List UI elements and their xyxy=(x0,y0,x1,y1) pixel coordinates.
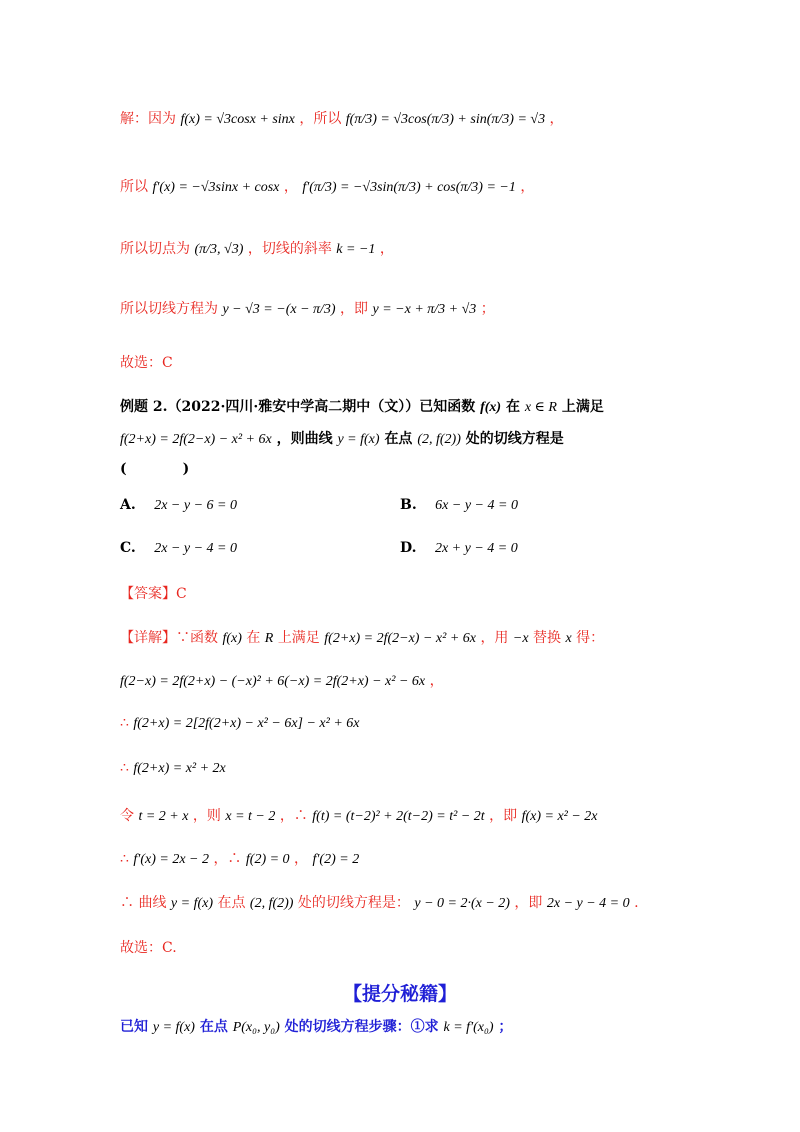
math-expression: f(x) = x² − 2x xyxy=(521,809,598,824)
text: ，则 xyxy=(192,808,221,824)
math-expression: x ∈ R xyxy=(524,400,557,415)
math-expression: f(2+x) = 2f(2−x) − x² + 6x xyxy=(120,432,272,447)
option-b xyxy=(400,497,518,514)
math-expression: y = f(x) xyxy=(170,896,213,911)
math-expression: x = t − 2 xyxy=(225,809,276,824)
option-c xyxy=(120,540,237,557)
detail-line-3 xyxy=(120,715,360,732)
math-expression: f(2+x) = 2[2f(2+x) − x² − 6x] − x² + 6x xyxy=(133,716,360,731)
tips-title: 【提分秘籍】 xyxy=(342,983,457,1005)
option-text: 2x + y − 4 = 0 xyxy=(434,541,518,556)
answer-line: 【答案】C xyxy=(120,586,187,602)
text: ， xyxy=(294,851,309,867)
math-expression: k = f′(x₀) xyxy=(443,1020,494,1035)
math-expression: x xyxy=(565,631,572,646)
math-expression: y = −x + π/3 + √3 xyxy=(372,302,477,317)
math-expression: 2x − y − 4 = 0 xyxy=(546,896,630,911)
math-expression: f(t) = (t−2)² + 2(t−2) = t² − 2t xyxy=(312,809,485,824)
math-expression: f(2) = 0 xyxy=(245,852,290,867)
text: ， xyxy=(549,111,564,127)
text: ，∴ xyxy=(213,851,242,867)
detail-line-6 xyxy=(120,848,359,868)
text: ，即 xyxy=(340,301,369,317)
math-expression: (2, f(2)) xyxy=(417,432,461,447)
option-a xyxy=(120,497,237,514)
math-expression: f′(x) = −√3sinx + cosx xyxy=(152,180,280,195)
solution-line-3 xyxy=(120,238,394,258)
solution-line-2 xyxy=(120,176,534,196)
text: 在点 xyxy=(217,895,246,911)
math-expression: y − 0 = 2·(x − 2) xyxy=(414,896,510,911)
detail-line-2 xyxy=(120,670,444,690)
text: 上满足 xyxy=(561,399,604,415)
text: 上满足 xyxy=(277,630,320,646)
option-label: C. xyxy=(120,540,136,556)
solution-line-4 xyxy=(120,298,495,318)
math-expression: y = f(x) xyxy=(337,432,380,447)
therefore-symbol: ∴ xyxy=(120,715,129,731)
tips-line xyxy=(120,1016,512,1036)
math-expression: (π/3, √3) xyxy=(194,242,244,257)
math-expression: (2, f(2)) xyxy=(249,896,294,911)
math-expression: k = −1 xyxy=(336,242,376,257)
option-text: 6x − y − 4 = 0 xyxy=(435,498,518,513)
text: 在点 xyxy=(384,431,413,447)
option-label: B. xyxy=(400,497,417,513)
detail-answer: 故选：C. xyxy=(120,940,177,956)
math-expression: f(2+x) = x² + 2x xyxy=(133,761,226,776)
math-expression: t = 2 + x xyxy=(138,809,189,824)
detail-line-1 xyxy=(120,627,604,647)
math-expression: f(2+x) = 2f(2−x) − x² + 6x xyxy=(324,631,476,646)
text: ，∴ xyxy=(279,808,308,824)
math-expression: f′(x) = 2x − 2 xyxy=(133,852,209,867)
text: 在 xyxy=(505,399,520,415)
math-expression: f(x) = √3cosx + sinx xyxy=(180,112,295,127)
therefore-symbol: ∴ xyxy=(120,760,129,776)
text: ，切线的斜率 xyxy=(247,241,332,257)
text: . xyxy=(634,895,639,911)
example-2-heading xyxy=(120,396,604,416)
text: ， xyxy=(520,179,535,195)
therefore-symbol: ∴ xyxy=(120,895,134,911)
text: 所以切线方程为 xyxy=(120,301,218,317)
text: ， xyxy=(429,673,444,689)
detail-line-4 xyxy=(120,760,226,777)
text: 得： xyxy=(576,630,605,646)
detail-line-7 xyxy=(120,892,639,912)
solution-line-1 xyxy=(120,108,564,128)
text: 在点 xyxy=(199,1019,228,1035)
text: 处的切线方程步骤：①求 xyxy=(284,1019,439,1035)
therefore-symbol: ∴ xyxy=(120,851,129,867)
math-expression: f′(π/3) = −√3sin(π/3) + cos(π/3) = −1 xyxy=(302,180,516,195)
text: ，用 xyxy=(480,630,509,646)
math-expression: f(x) xyxy=(222,631,242,646)
text: ，即 xyxy=(514,895,543,911)
text: ，所以 xyxy=(299,111,342,127)
text: 【详解】∵函数 xyxy=(120,630,218,646)
math-expression: P(x₀, y₀) xyxy=(232,1020,280,1035)
example-2-line-2 xyxy=(120,428,564,448)
text: ； xyxy=(498,1019,513,1035)
math-expression: f′(2) = 2 xyxy=(312,852,360,867)
math-expression: f(2−x) = 2f(2+x) − (−x)² + 6(−x) = 2f(2+x) − x² − 6x xyxy=(120,674,426,689)
text: ， xyxy=(379,241,394,257)
answer-parentheses: ( ) xyxy=(120,461,190,477)
option-label: D. xyxy=(400,540,417,556)
text: 解：因为 xyxy=(120,111,176,127)
option-label: A. xyxy=(120,497,136,513)
text: ， xyxy=(283,179,298,195)
text: 在 xyxy=(246,630,261,646)
text: 曲线 xyxy=(138,895,167,911)
text: 令 xyxy=(120,808,134,824)
option-d xyxy=(400,540,518,557)
solution-answer: 故选：C xyxy=(120,355,173,371)
math-expression: f(π/3) = √3cos(π/3) + sin(π/3) = √3 xyxy=(345,112,546,127)
text: 例题 2.（2022·四川·雅安中学高二期中（文））已知函数 xyxy=(120,399,476,415)
text: ，则曲线 xyxy=(276,431,333,447)
option-text: 2x − y − 6 = 0 xyxy=(154,498,237,513)
text: ，即 xyxy=(489,808,518,824)
text: 处的切线方程是 xyxy=(465,431,564,447)
math-expression: −x xyxy=(512,631,529,646)
math-expression: f(x) xyxy=(480,400,502,415)
text: 已知 xyxy=(120,1019,148,1035)
text: 处的切线方程是： xyxy=(297,895,410,911)
text: ； xyxy=(480,301,495,317)
text: 替换 xyxy=(533,630,562,646)
text: 所以 xyxy=(120,179,148,195)
option-text: 2x − y − 4 = 0 xyxy=(154,541,238,556)
detail-line-5 xyxy=(120,805,598,825)
math-expression: y = f(x) xyxy=(152,1020,195,1035)
math-expression: R xyxy=(264,631,274,646)
text: 所以切点为 xyxy=(120,241,190,257)
math-expression: y − √3 = −(x − π/3) xyxy=(222,302,336,317)
